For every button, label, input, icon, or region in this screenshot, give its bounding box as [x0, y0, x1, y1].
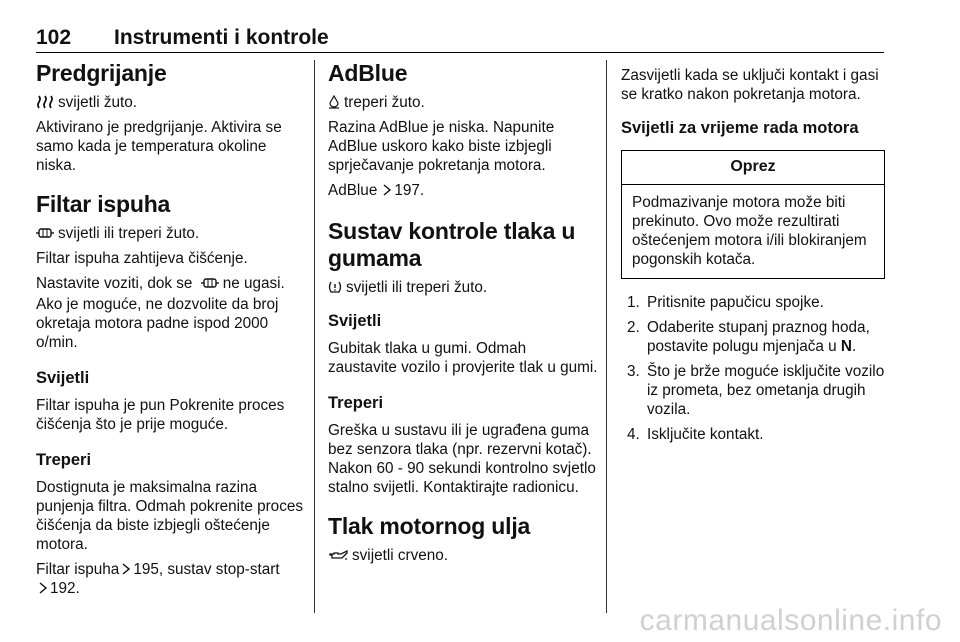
- tyre-pressure-icon: [328, 280, 342, 299]
- exhaust-filter-icon: [201, 276, 219, 295]
- exhaust-filter-icon: [36, 226, 54, 245]
- caution-body: Podmazivanje motora može biti prekinuto. Ovo može rezultirati oštećenjem motora i/ili blokiranjem pogonskih kotača.: [632, 194, 867, 268]
- adblue-status: treperi žuto.: [344, 94, 425, 111]
- page-number: 102: [36, 26, 72, 49]
- step-number: 3.: [627, 363, 640, 380]
- section-heading-filter: Filtar ispuha: [36, 191, 171, 217]
- page-reference-arrow-icon: [121, 561, 131, 573]
- tyre-status: svijetli ili treperi žuto.: [346, 279, 488, 296]
- oil-can-icon: [328, 548, 348, 567]
- oil-status: svijetli crveno.: [352, 547, 449, 564]
- subheading-engine-running: Svijetli za vrijeme rada motora: [621, 119, 859, 137]
- page-reference-arrow-icon: [38, 580, 48, 592]
- filter-status: svijetli ili treperi žuto.: [58, 225, 200, 242]
- list-item: [621, 425, 885, 444]
- list-item: [621, 318, 885, 356]
- filter-reference-page[interactable]: 195, sustav stop-start: [133, 561, 280, 578]
- tyre-svijetli-body: Gubitak tlaka u gumi. Odmah zaustavite vozilo i provjerite tlak u gumi.: [328, 340, 598, 376]
- adblue-reference-page[interactable]: 197.: [394, 182, 425, 199]
- column-1: [36, 60, 304, 598]
- caution-title: Oprez: [622, 151, 884, 185]
- tyre-treperi-body: Greška u sustavu ili je ugrađena guma bez senzora tlaka (npr. rezervni kotač). Nakon 60 - 90 sekundi kontrolno svjetlo stalno svijetli. Kontaktirajte radionicu.: [328, 422, 596, 496]
- oil-icon-line: [328, 546, 598, 567]
- adblue-reference-link[interactable]: AdBlue: [328, 182, 378, 199]
- filter-svijetli-body: Filtar ispuha je pun Pokrenite proces čišćenja što je prije moguće.: [36, 397, 285, 433]
- page-header: [36, 22, 884, 52]
- step-number: 4.: [627, 426, 640, 443]
- steps-list: [621, 293, 885, 444]
- filter-references: [36, 560, 304, 598]
- predgrijanje-body: Aktivirano je predgrijanje. Aktivira se samo kada je temperatura okoline niska.: [36, 119, 282, 174]
- section-heading-adblue: AdBlue: [328, 60, 408, 86]
- header-rule: [36, 52, 884, 53]
- step-text: Pritisnite papučicu spojke.: [647, 294, 824, 311]
- step-text: Što je brže moguće isključite vozilo iz prometa, bez ometanja drugih vozila.: [647, 363, 885, 418]
- caution-box: [621, 150, 885, 279]
- adblue-reference: [328, 181, 598, 200]
- step-text: Isključite kontakt.: [647, 426, 764, 443]
- predgrijanje-icon-line: [36, 93, 304, 114]
- stop-start-reference-page[interactable]: 192.: [50, 580, 80, 597]
- subheading-treperi-tyre: Treperi: [328, 394, 384, 412]
- watermark: carmanualsonline.info: [639, 604, 942, 637]
- section-heading-tyre-pressure: Sustav kontrole tlaka u gumama: [328, 218, 576, 271]
- subheading-treperi-filter: Treperi: [36, 451, 92, 469]
- subheading-svijetli-tyre: Svijetli: [328, 312, 382, 330]
- predgrijanje-status: svijetli žuto.: [58, 94, 138, 111]
- oil-intro: Zasvijetli kada se uključi kontakt i gasi se kratko nakon pokretanja motora.: [621, 67, 879, 103]
- section-heading-predgrijanje: Predgrijanje: [36, 60, 167, 86]
- gear-neutral-label: N: [840, 338, 852, 355]
- adblue-icon: [328, 95, 340, 114]
- subheading-svijetli-filter: Svijetli: [36, 369, 90, 387]
- glow-plug-icon: [36, 95, 54, 114]
- step-text-tail: .: [851, 338, 857, 355]
- filter-body-1: Filtar ispuha zahtijeva čišćenje.: [36, 250, 248, 267]
- tyre-icon-line: [328, 278, 598, 299]
- step-number: 1.: [627, 294, 640, 311]
- page-reference-arrow-icon: [382, 182, 392, 194]
- adblue-icon-line: [328, 93, 598, 114]
- filter-body-2-start: Nastavite voziti, dok se: [36, 275, 193, 292]
- adblue-body: Razina AdBlue je niska. Napunite AdBlue uskoro kako biste izbjegli sprječavanje pokretanja motora.: [328, 119, 555, 174]
- list-item: [621, 362, 885, 419]
- filter-body-2-end: ne ugasi. Ako je moguće, ne dozvolite da broj okretaja motora padne ispod 2000 o/min.: [36, 275, 285, 351]
- step-text: Odaberite stupanj praznog hoda, postavite polugu mjenjača u: [647, 319, 870, 355]
- filter-reference-link[interactable]: Filtar ispuha: [36, 561, 120, 578]
- filter-icon-line: [36, 224, 304, 245]
- column-divider-2: [606, 60, 607, 613]
- step-number: 2.: [627, 319, 640, 336]
- column-3: [621, 60, 885, 450]
- column-divider-1: [314, 60, 315, 613]
- filter-body-2: [36, 274, 304, 352]
- page-title: Instrumenti i kontrole: [114, 26, 329, 49]
- section-heading-oil-pressure: Tlak motornog ulja: [328, 513, 531, 539]
- column-2: [328, 60, 598, 567]
- list-item: [621, 293, 885, 312]
- filter-treperi-body: Dostignuta je maksimalna razina punjenja filtra. Odmah pokrenite proces čišćenja da biste izbjegli oštećenje motora.: [36, 479, 303, 553]
